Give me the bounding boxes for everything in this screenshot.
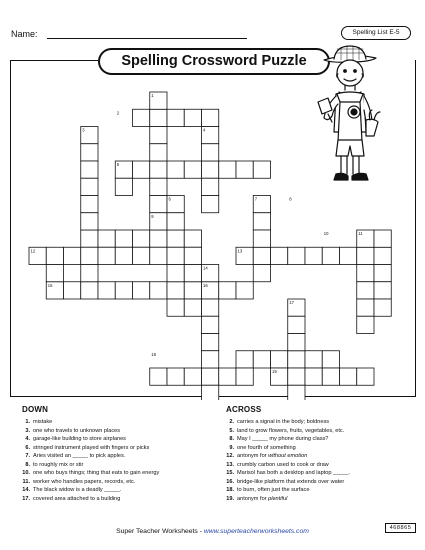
grid-cell[interactable]: [288, 385, 305, 400]
clue-text: crumbly carbon used to cook or draw: [237, 461, 329, 468]
grid-number: 6: [168, 196, 171, 202]
clue-text: worker who handles papers, records, etc.: [33, 478, 136, 485]
grid-cell[interactable]: [150, 127, 167, 144]
across-clue: [220, 486, 350, 495]
grid-cell[interactable]: [374, 299, 391, 316]
clue-text: antonym for: [237, 495, 269, 502]
grid-cell[interactable]: [81, 178, 98, 195]
grid-number: 11: [358, 231, 363, 237]
grid-number: 1: [151, 93, 154, 99]
grid-cell[interactable]: [150, 178, 167, 195]
across-heading: ACROSS: [226, 405, 262, 414]
clue-text: May I _____ my phone during class?: [237, 436, 329, 443]
grid-cell[interactable]: [167, 282, 184, 299]
grid-cell[interactable]: [202, 161, 219, 178]
grid-cell[interactable]: [133, 247, 150, 264]
grid-cell[interactable]: [322, 368, 339, 385]
grid-cell[interactable]: [115, 282, 132, 299]
clue-text: The black widow is a deadly _____.: [33, 487, 122, 494]
grid-cell[interactable]: [357, 368, 374, 385]
spelling-list-tag: Spelling List E-5: [341, 26, 411, 40]
grid-cell[interactable]: [357, 247, 374, 264]
grid-number: 3: [82, 127, 85, 133]
grid-cell[interactable]: [150, 247, 167, 264]
grid-cell[interactable]: [271, 247, 288, 264]
grid-cell[interactable]: [167, 230, 184, 247]
grid-number: 15: [47, 282, 53, 288]
footer-url[interactable]: www.superteacherworksheets.com: [203, 528, 309, 535]
grid-cell[interactable]: [253, 161, 270, 178]
grid-cell[interactable]: [288, 334, 305, 351]
grid-cell[interactable]: [64, 247, 81, 264]
clue-number: 8.: [25, 461, 30, 468]
down-clue: [16, 469, 159, 478]
grid-cell[interactable]: [219, 368, 236, 385]
clue-number: 7.: [25, 453, 30, 460]
grid-number: 8: [289, 196, 292, 202]
grid-cell[interactable]: [184, 230, 201, 247]
down-clue: [16, 427, 159, 436]
grid-cell[interactable]: [167, 368, 184, 385]
grid-cell[interactable]: [184, 161, 201, 178]
grid-cell[interactable]: [202, 109, 219, 126]
grid-cell[interactable]: [150, 144, 167, 161]
grid-number: 2: [116, 110, 120, 116]
clue-text: to burn, often just the surface: [237, 487, 310, 494]
clue-number: 19.: [226, 495, 234, 502]
across-clue: [220, 452, 350, 461]
clue-number: 14.: [22, 487, 30, 494]
grid-cell[interactable]: [202, 368, 219, 385]
clue-text: mistake: [33, 419, 53, 425]
grid-number: 4: [203, 127, 206, 133]
grid-cell[interactable]: [115, 247, 132, 264]
grid-cell[interactable]: [115, 178, 132, 195]
across-clue: [220, 418, 350, 427]
down-clue: [16, 461, 159, 470]
grid-number: 16: [203, 282, 208, 288]
grid-number: 5: [116, 162, 120, 168]
clue-number: 8.: [229, 436, 234, 443]
grid-cell[interactable]: [184, 247, 201, 264]
grid-cell[interactable]: [236, 282, 253, 299]
clue-emphasis: plentiful: [268, 495, 288, 502]
clue-text: carries a signal in the body; boldness: [237, 419, 330, 425]
grid-cell[interactable]: [81, 265, 98, 282]
clue-number: 16.: [226, 478, 234, 485]
clue-text: one who buys things; thing that eats to gain energy: [33, 470, 160, 477]
grid-cell[interactable]: [305, 247, 322, 264]
clue-emphasis: without emotion: [268, 453, 308, 460]
grid-cell[interactable]: [305, 368, 322, 385]
grid-cell[interactable]: [374, 265, 391, 282]
down-clue: [16, 435, 159, 444]
grid-cell[interactable]: [253, 265, 270, 282]
grid-cell[interactable]: [322, 351, 339, 368]
grid-number: 10: [323, 231, 329, 237]
clue-text: bridge-like platform that extends over water: [237, 478, 345, 485]
grid-cell[interactable]: [184, 299, 201, 316]
grid-cell[interactable]: [374, 282, 391, 299]
grid-cell[interactable]: [236, 368, 253, 385]
clue-text: land to grow flowers, fruits, vegetables, etc.: [237, 427, 345, 434]
clue-number: 15.: [226, 470, 234, 477]
grid-cell[interactable]: [219, 161, 236, 178]
grid-cell[interactable]: [133, 282, 150, 299]
grid-cell[interactable]: [81, 196, 98, 213]
grid-number: 13: [237, 248, 243, 254]
grid-cell[interactable]: [184, 265, 201, 282]
down-clue: [16, 444, 159, 453]
grid-cell[interactable]: [167, 299, 184, 316]
clue-text: antonym for: [237, 453, 269, 460]
grid-cell[interactable]: [167, 213, 184, 230]
grid-cell[interactable]: [236, 161, 253, 178]
puzzle-title: Spelling Crossword Puzzle: [98, 48, 330, 75]
clue-text: one who travels to unknown places: [33, 427, 121, 434]
down-clue: [16, 478, 159, 487]
grid-cell[interactable]: [115, 230, 132, 247]
grid-cell[interactable]: [253, 247, 270, 264]
grid-cell[interactable]: [202, 178, 219, 195]
down-clue: [16, 418, 159, 427]
grid-cell[interactable]: [150, 109, 167, 126]
grid-cell[interactable]: [81, 161, 98, 178]
grid-cell[interactable]: [202, 299, 219, 316]
grid-number: 7: [254, 196, 258, 202]
clue-number: 13.: [226, 461, 234, 468]
grid-cell[interactable]: [133, 109, 150, 126]
across-clue: [220, 469, 350, 478]
grid-cell[interactable]: [46, 265, 63, 282]
grid-number: 18: [151, 351, 156, 357]
down-heading: DOWN: [22, 405, 49, 414]
grid-cell[interactable]: [167, 109, 184, 126]
clue-number: 10.: [22, 470, 30, 477]
clue-number: 4.: [25, 436, 30, 443]
grid-number: 12: [30, 248, 36, 254]
clue-text: stringed instrument played with fingers or picks: [33, 444, 150, 451]
grid-number: 19: [272, 369, 277, 375]
clue-text: garage-like building to store airplanes: [33, 436, 126, 443]
footer: [0, 528, 425, 535]
across-clue: [220, 495, 350, 504]
grid-cell[interactable]: [288, 368, 305, 385]
down-clue: [16, 452, 159, 461]
clue-text: Marisol has both a desktop and laptop _____.: [237, 470, 351, 477]
grid-cell[interactable]: [64, 282, 81, 299]
across-clue-list: [220, 418, 350, 503]
grid-cell[interactable]: [81, 230, 98, 247]
clue-number: 9.: [229, 444, 234, 451]
grid-cell[interactable]: [340, 368, 357, 385]
grid-cell[interactable]: [253, 351, 270, 368]
grid-cell[interactable]: [98, 247, 115, 264]
grid-cell[interactable]: [374, 247, 391, 264]
footer-separator: -: [197, 528, 204, 535]
grid-cell[interactable]: [150, 282, 167, 299]
grid-cell[interactable]: [150, 161, 167, 178]
clue-number: 17.: [22, 495, 30, 502]
down-clue-list: [16, 418, 159, 503]
grid-cell[interactable]: [253, 230, 270, 247]
grid-cell[interactable]: [253, 213, 270, 230]
grid-cell[interactable]: [81, 144, 98, 161]
clue-text: one fourth of something: [237, 444, 296, 451]
grid-cell[interactable]: [305, 351, 322, 368]
grid-cell[interactable]: [81, 247, 98, 264]
grid-cell[interactable]: [167, 265, 184, 282]
grid-cell[interactable]: [133, 230, 150, 247]
down-clue: [16, 486, 159, 495]
clue-number: 6.: [25, 444, 30, 451]
clue-number: 11.: [22, 478, 30, 485]
across-clue: [220, 461, 350, 470]
across-clue: [220, 435, 350, 444]
clue-text: covered area attached to a building: [33, 495, 121, 502]
grid-cell[interactable]: [184, 368, 201, 385]
grid-cell[interactable]: [202, 385, 219, 400]
grid-cell[interactable]: [81, 282, 98, 299]
grid-cell[interactable]: [357, 316, 374, 333]
grid-cell[interactable]: [184, 109, 201, 126]
grid-cell[interactable]: [202, 316, 219, 333]
grid-cell[interactable]: [219, 282, 236, 299]
clue-number: 1.: [25, 419, 30, 425]
grid-cell[interactable]: [202, 144, 219, 161]
grid-cell[interactable]: [202, 334, 219, 351]
grid-cell[interactable]: [98, 230, 115, 247]
grid-cell[interactable]: [81, 213, 98, 230]
grid-number: 17: [289, 300, 294, 306]
grid-cell[interactable]: [322, 247, 339, 264]
across-clue: [220, 478, 350, 487]
grid-cell[interactable]: [150, 230, 167, 247]
grid-cell[interactable]: [202, 351, 219, 368]
grid-cell[interactable]: [167, 161, 184, 178]
grid-cell[interactable]: [288, 247, 305, 264]
boy-illustration-icon: [310, 40, 388, 190]
footer-brand: Super Teacher Worksheets: [116, 528, 198, 535]
grid-cell[interactable]: [236, 351, 253, 368]
grid-cell[interactable]: [46, 247, 63, 264]
clue-number: 5.: [229, 427, 234, 434]
grid-cell[interactable]: [98, 282, 115, 299]
grid-cell[interactable]: [202, 196, 219, 213]
clue-number: 18.: [226, 487, 234, 494]
worksheet-code: 468865: [385, 523, 416, 533]
across-clue: [220, 444, 350, 453]
grid-cell[interactable]: [288, 316, 305, 333]
down-clue: [16, 495, 159, 504]
grid-cell[interactable]: [271, 351, 288, 368]
clue-number: 2.: [229, 419, 234, 425]
grid-cell[interactable]: [184, 282, 201, 299]
grid-cell[interactable]: [374, 230, 391, 247]
clue-number: 12.: [226, 453, 234, 460]
clue-text: Aries visited an _____ to pick apples.: [33, 453, 126, 460]
clue-number: 3.: [25, 427, 30, 434]
grid-cell[interactable]: [167, 247, 184, 264]
grid-cell[interactable]: [357, 282, 374, 299]
grid-cell[interactable]: [150, 368, 167, 385]
grid-cell[interactable]: [340, 247, 357, 264]
grid-cell[interactable]: [288, 351, 305, 368]
name-label: Name:: [11, 29, 38, 39]
grid-cell[interactable]: [133, 161, 150, 178]
grid-cell[interactable]: [150, 196, 167, 213]
grid-number: 14: [203, 265, 208, 271]
grid-cell[interactable]: [357, 265, 374, 282]
grid-number: 9: [151, 213, 154, 219]
across-clue: [220, 427, 350, 436]
clue-text: to roughly mix or stir: [33, 461, 84, 468]
grid-cell[interactable]: [357, 299, 374, 316]
